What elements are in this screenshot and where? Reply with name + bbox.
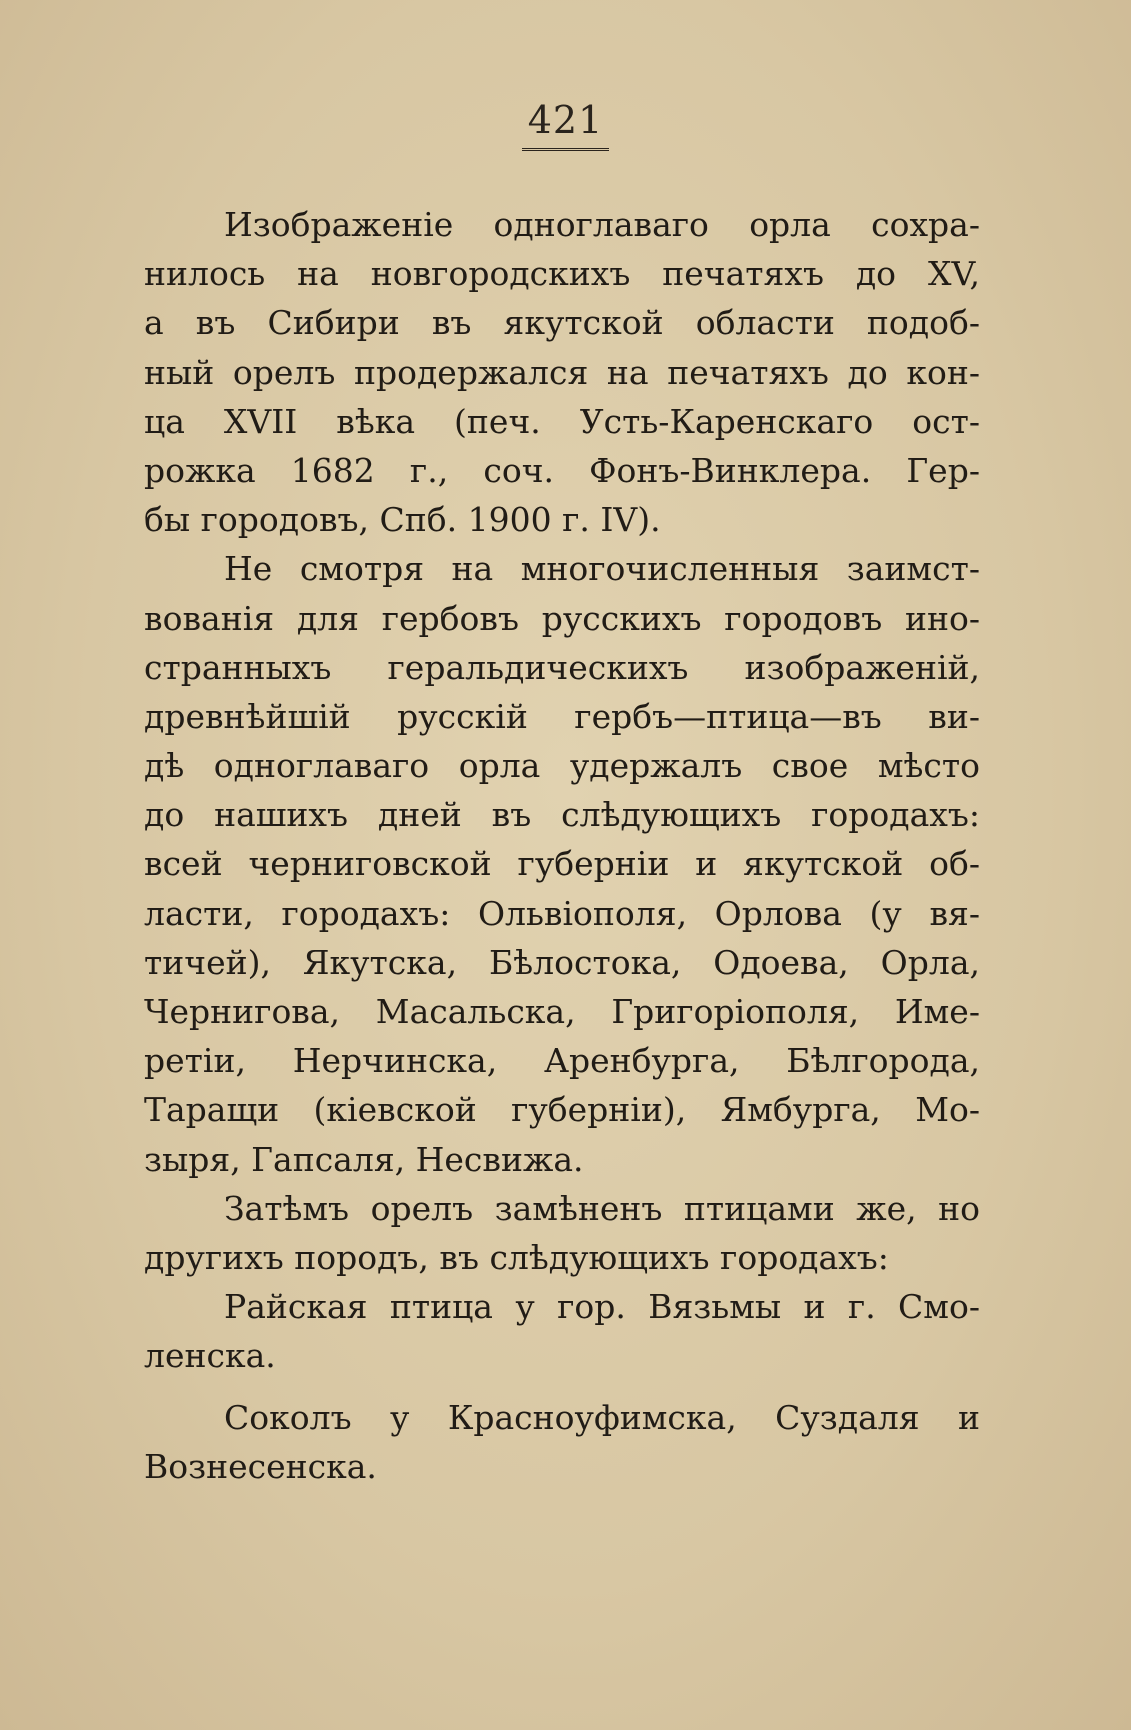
text-line: до нашихъ дней въ слѣдующихъ городахъ:: [144, 795, 980, 835]
paragraph: [144, 1184, 980, 1282]
text-line: Таращи (кіевской губерніи), Ямбурга, Мо-: [144, 1090, 980, 1130]
text-line: бы городовъ, Спб. 1900 г. IV).: [144, 500, 661, 540]
page-number: 421: [522, 100, 610, 151]
text-line: Изображеніе одноглаваго орла сохра-: [224, 205, 980, 244]
text-line: Соколъ у Красноуфимска, Суздаля и: [224, 1397, 980, 1437]
text-line: Чернигова, Масальска, Григоріополя, Име-: [144, 992, 980, 1031]
text-line: Не смотря на многочисленныя заимст-: [224, 549, 980, 589]
text-line: ный орелъ продержался на печатяхъ до кон-: [144, 352, 980, 392]
text-line: ласти, городахъ: Ольвіополя, Орлова (у вя-: [144, 893, 980, 933]
text-line: рожка 1682 г., соч. Фонъ-Винклера. Гер-: [144, 450, 980, 490]
text-line: странныхъ геральдическихъ изображеній,: [144, 647, 980, 687]
text-line: другихъ породъ, въ слѣдующихъ городахъ:: [144, 1237, 889, 1277]
text-line: дѣ одноглаваго орла удержалъ свое мѣсто: [144, 746, 980, 786]
paragraph: [144, 200, 980, 544]
text-line: тичей), Якутска, Бѣлостока, Одоева, Орла,: [144, 942, 980, 982]
text-line: а въ Сибири въ якутской области подоб-: [144, 303, 980, 343]
text-line: ленска.: [144, 1336, 276, 1376]
text-line: древнѣйшій русскій гербъ—птица—въ ви-: [144, 696, 980, 736]
text-line: нилось на новгородскихъ печатяхъ до XV,: [144, 254, 980, 294]
text-line: ретіи, Нерчинска, Аренбурга, Бѣлгорода,: [144, 1041, 980, 1081]
page-header: [0, 100, 1131, 151]
text-line: вованія для гербовъ русскихъ городовъ ино-: [144, 598, 980, 638]
text-line: всей черниговской губерніи и якутской об-: [144, 844, 980, 884]
text-line: зыря, Гапсаля, Несвижа.: [144, 1139, 584, 1179]
paragraph-gap: [144, 1381, 980, 1393]
body-text: [144, 200, 980, 1491]
paragraph: [144, 1282, 980, 1380]
paragraph: [144, 1393, 980, 1491]
text-line: Райская птица у гор. Вязьмы и г. Смо-: [224, 1287, 980, 1327]
paragraph: [144, 544, 980, 1183]
text-line: Вознесенска.: [144, 1446, 377, 1486]
text-line: ца XVII вѣка (печ. Усть-Каренскаго ост-: [144, 401, 980, 441]
text-line: Затѣмъ орелъ замѣненъ птицами же, но: [224, 1188, 980, 1228]
